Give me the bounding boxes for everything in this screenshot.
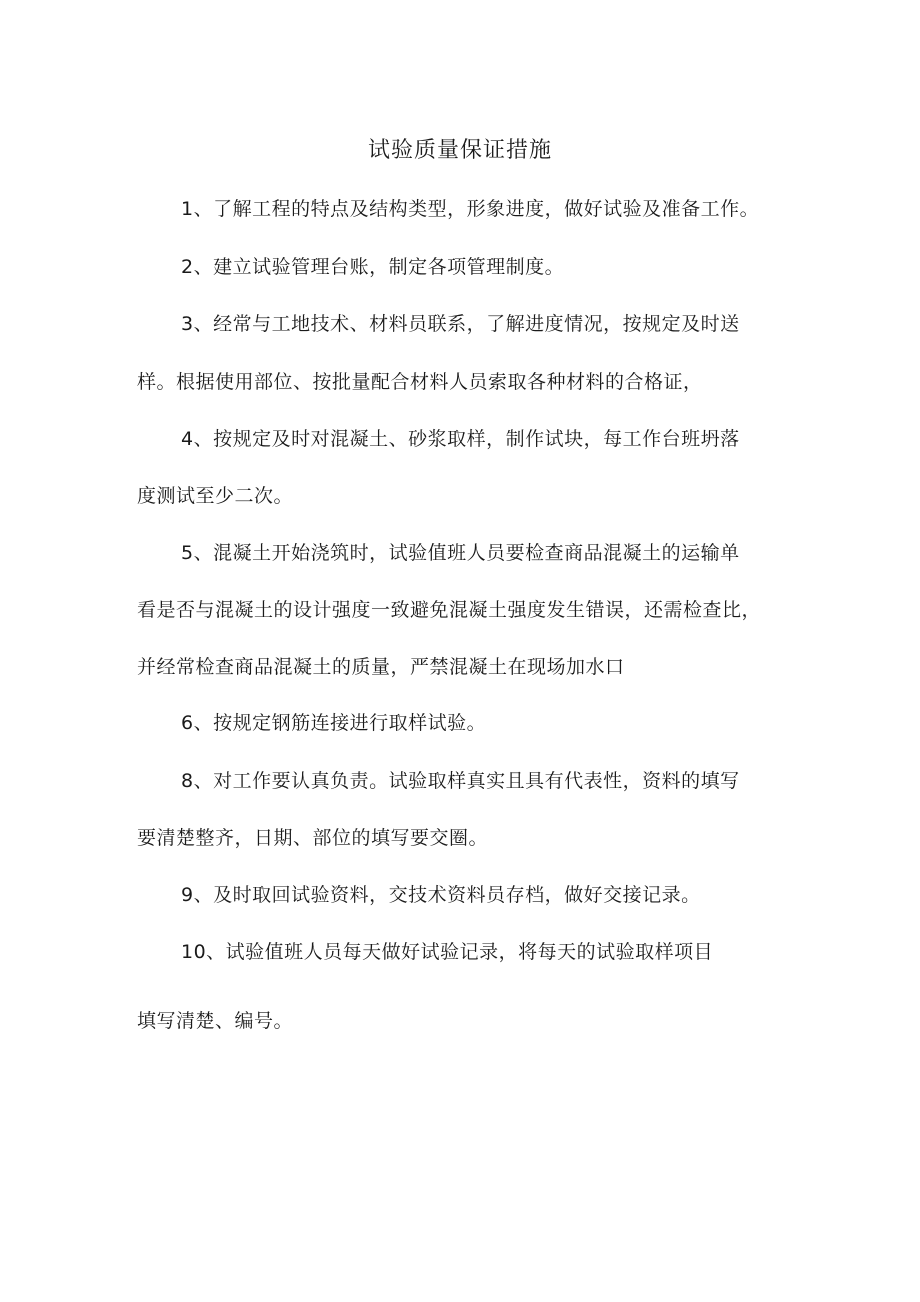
item-8-line-1: 8、对工作要认真负责。试验取样真实且具有代表性，资料的填写 [181, 770, 740, 792]
item-3-line-1: 3、经常与工地技术、材料员联系，了解进度情况，按规定及时送 [181, 313, 740, 335]
item-10-line-2: 填写清楚、编号。 [137, 1010, 294, 1032]
item-6-line-1: 6、按规定钢筋连接进行取样试验。 [181, 712, 487, 734]
item-8-line-2: 要清楚整齐，日期、部位的填写要交圈。 [137, 827, 489, 849]
item-3-line-2: 样。根据使用部位、按批量配合材料人员索取各种材料的合格证， [137, 371, 703, 393]
item-5-line-1: 5、混凝土开始浇筑时，试验值班人员要检查商品混凝土的运输单 [181, 542, 740, 564]
item-10-line-1: 10、试验值班人员每天做好试验记录，将每天的试验取样项目 [181, 941, 714, 963]
item-4-line-2: 度测试至少二次。 [137, 485, 294, 507]
item-5-line-3: 并经常检查商品混凝土的质量，严禁混凝土在现场加水口 [137, 656, 625, 678]
item-9-line-1: 9、及时取回试验资料，交技术资料员存档，做好交接记录。 [181, 884, 701, 906]
item-5-line-2: 看是否与混凝土的设计强度一致避免混凝土强度发生错误，还需检查比， [137, 599, 762, 621]
item-4-line-1: 4、按规定及时对混凝土、砂浆取样，制作试块，每工作台班坍落 [181, 428, 740, 450]
document-title: 试验质量保证措施 [367, 138, 552, 163]
item-2-line-1: 2、建立试验管理台账，制定各项管理制度。 [181, 256, 565, 278]
item-1-line-1: 1、了解工程的特点及结构类型，形象进度，做好试验及准备工作。 [181, 198, 760, 220]
